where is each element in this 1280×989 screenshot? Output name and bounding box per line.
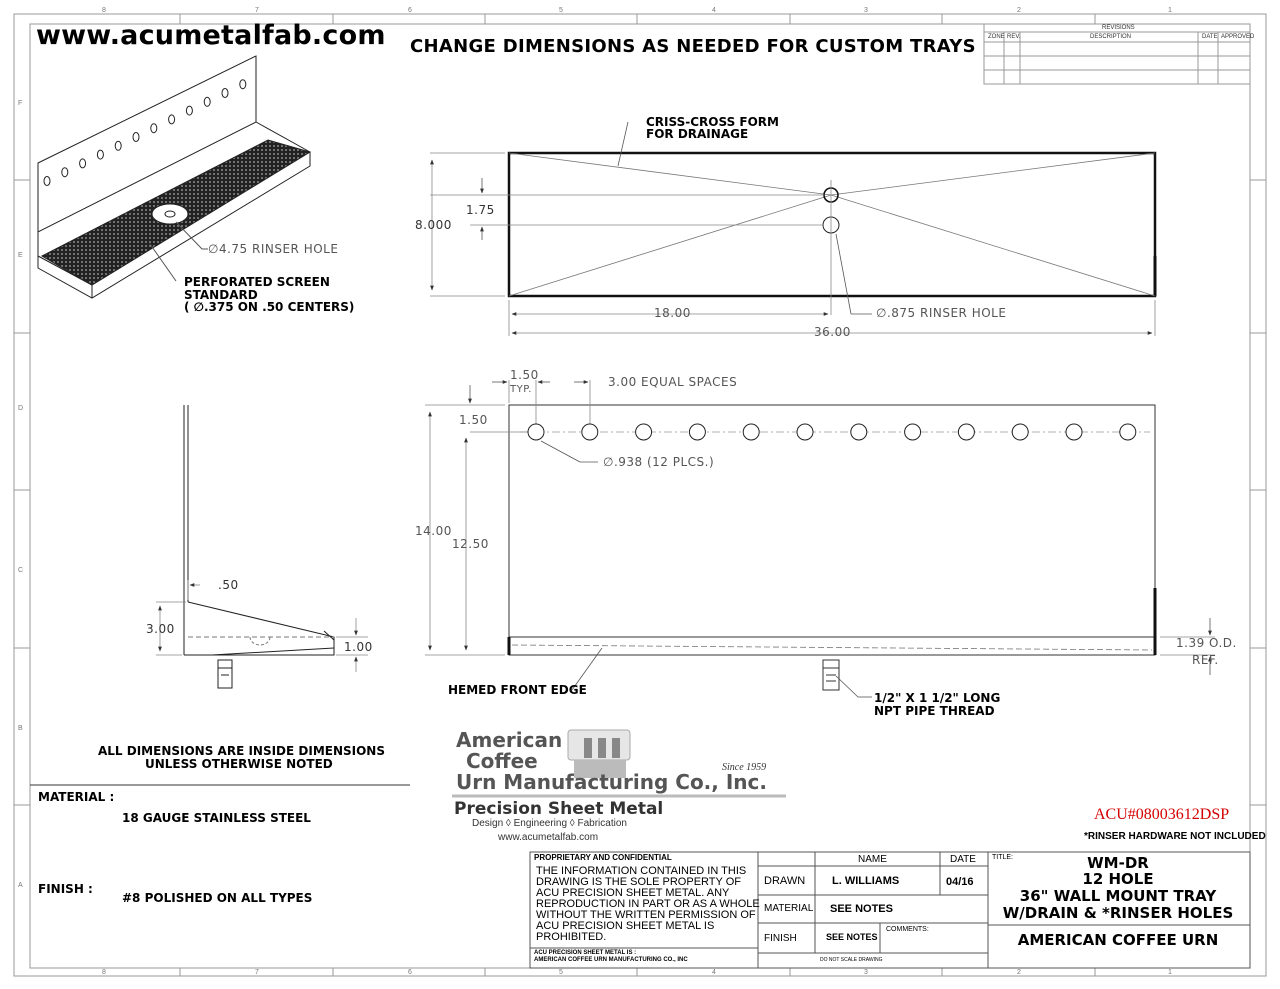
front-faucet-hole	[797, 424, 813, 440]
prop-footer-2: AMERICAN COFFEE URN MANUFACTURING CO., INC	[534, 957, 688, 963]
dim-hole-spacing: 3.00 EQUAL SPACES	[608, 375, 738, 389]
iso-faucet-hole	[240, 80, 246, 89]
iso-faucet-hole	[133, 133, 139, 142]
website-url[interactable]: www.acumetalfab.com	[36, 20, 386, 51]
zone-row-b: B	[18, 725, 23, 732]
zone-col-8: 8	[102, 7, 106, 14]
part-number: ACU#08003612DSP	[1094, 806, 1230, 823]
front-holes-label: ∅.938 (12 PLCS.)	[603, 455, 715, 469]
logo-coffee: Coffee	[466, 749, 538, 773]
zone-col-3: 3	[864, 7, 868, 14]
front-faucet-hole	[528, 424, 544, 440]
dim-edge-offset: 1.50	[510, 368, 539, 382]
front-faucet-hole	[636, 424, 652, 440]
dim-side-height: 3.00	[146, 622, 175, 636]
pipe-thread-label-2: NPT PIPE THREAD	[874, 704, 995, 718]
front-faucet-hole	[1120, 424, 1136, 440]
dim-od: 1.39 O.D.	[1176, 636, 1237, 650]
dim-tray-depth: 8.000	[415, 218, 452, 232]
zone-ticks	[14, 14, 1266, 976]
revisions-table	[984, 24, 1250, 84]
dim-side-thickness: .50	[218, 578, 239, 592]
front-faucet-hole	[1066, 424, 1082, 440]
top-rinser-hole-label: ∅.875 RINSER HOLE	[876, 306, 1007, 320]
rev-col-zone: ZONE	[988, 34, 1005, 40]
tb-comments-label: COMMENTS:	[886, 926, 929, 933]
iso-faucet-hole	[204, 97, 210, 106]
iso-faucet-hole	[115, 141, 121, 150]
tb-title-model: WM-DR	[1087, 854, 1149, 872]
tb-title-description: 36" WALL MOUNT TRAY	[1019, 887, 1217, 905]
sheet-border	[14, 14, 1266, 976]
isometric-view	[38, 56, 310, 298]
logo-services: Design ◊ Engineering ◊ Fabrication	[472, 818, 627, 829]
front-faucet-hole	[582, 424, 598, 440]
tb-scale-note: DO NOT SCALE DRAWING	[820, 957, 883, 963]
logo-since: Since 1959	[722, 762, 767, 773]
hem-front-edge-label: HEMED FRONT EDGE	[448, 683, 587, 697]
tb-drawn-date: 04/16	[946, 876, 974, 888]
zone-col-6-bottom: 6	[408, 969, 412, 976]
pipe-thread-label-1: 1/2" X 1 1/2" LONG	[874, 691, 1001, 705]
drawing-headline: CHANGE DIMENSIONS AS NEEDED FOR CUSTOM TRAYS	[410, 36, 976, 57]
finish-label: FINISH :	[38, 882, 93, 896]
dim-ref: REF.	[1192, 653, 1219, 667]
dim-tray-length: 36.00	[814, 325, 851, 339]
tb-material-value: SEE NOTES	[830, 903, 893, 915]
notes-line-2: UNLESS OTHERWISE NOTED	[145, 757, 333, 771]
zone-row-a: A	[18, 882, 23, 889]
zone-row-e: E	[18, 252, 23, 259]
tb-drawn-label: DRAWN	[764, 875, 806, 887]
dim-rinser-offset: 1.75	[466, 203, 495, 217]
zone-col-5-bottom: 5	[559, 969, 563, 976]
front-faucet-hole	[851, 424, 867, 440]
front-faucet-hole	[905, 424, 921, 440]
finish-value: #8 POLISHED ON ALL TYPES	[122, 891, 313, 905]
tb-company: AMERICAN COFFEE URN	[1017, 931, 1219, 949]
iso-faucet-hole	[222, 89, 228, 98]
iso-faucet-hole	[44, 177, 50, 186]
dim-side-lip: 1.00	[344, 640, 373, 654]
zone-col-2: 2	[1017, 7, 1021, 14]
criss-cross-label-2: FOR DRAINAGE	[646, 127, 749, 141]
zone-col-1: 1	[1168, 7, 1172, 14]
prop-text: THE INFORMATION CONTAINED IN THIS DRAWING IS THE SOLE PROPERTY OF ACU PRECISION SHEET METAL. ANY REPRODUCTION IN PART OR AS A WHOLE WITHOUT THE WRITTEN PERMISSION OF ACU PRECISION SHEET METAL IS PROHIBITED.	[536, 865, 760, 943]
side-view	[156, 405, 368, 688]
iso-faucet-hole	[80, 159, 86, 168]
logo-tagline: Precision Sheet Metal	[454, 799, 664, 819]
criss-cross-label-1: CRISS-CROSS FORM	[646, 115, 779, 129]
zone-col-2-bottom: 2	[1017, 969, 1021, 976]
front-faucet-hole	[689, 424, 705, 440]
tb-finish-label: FINISH	[764, 933, 797, 944]
iso-faucet-hole	[62, 168, 68, 177]
notes-line-1: ALL DIMENSIONS ARE INSIDE DIMENSIONS	[98, 744, 385, 758]
zone-col-4: 4	[712, 7, 716, 14]
zone-col-4-bottom: 4	[712, 969, 716, 976]
zone-row-d: D	[18, 405, 24, 412]
tb-finish-value: SEE NOTES	[826, 932, 878, 942]
iso-faucet-hole	[169, 115, 175, 124]
front-faucet-hole	[958, 424, 974, 440]
material-value: 18 GAUGE STAINLESS STEEL	[122, 811, 311, 825]
front-view	[425, 380, 1215, 697]
tb-title-holes: 12 HOLE	[1082, 870, 1154, 888]
iso-screen-label-2: STANDARD	[184, 288, 258, 302]
tb-drawn-name: L. WILLIAMS	[832, 875, 900, 887]
revisions-title: REVISIONS	[1102, 25, 1135, 31]
iso-faucet-hole	[97, 150, 103, 159]
iso-screen-label-3: ( ∅.375 ON .50 CENTERS)	[184, 300, 355, 314]
dim-edge-typ: TYP.	[510, 384, 532, 395]
tb-name-header: NAME	[858, 854, 887, 865]
dim-half-length: 18.00	[654, 306, 691, 320]
prop-footer-1: ACU PRECISION SHEET METAL IS :	[534, 950, 637, 956]
logo-urn-manufacturing: Urn Manufacturing Co., Inc.	[456, 770, 767, 794]
rinser-hardware-note: *RINSER HARDWARE NOT INCLUDED	[1084, 831, 1266, 842]
tb-material-label: MATERIAL	[764, 903, 814, 914]
rev-col-rev: REV.	[1007, 34, 1021, 40]
material-label: MATERIAL :	[38, 790, 115, 804]
logo-url[interactable]: www.acumetalfab.com	[498, 832, 599, 843]
rev-col-approved: APPROVED	[1221, 34, 1255, 40]
tb-date-header: DATE	[950, 854, 976, 865]
rev-col-description: DESCRIPTION	[1090, 34, 1132, 40]
zone-col-6: 6	[408, 7, 412, 14]
zone-col-5: 5	[559, 7, 563, 14]
prop-title: PROPRIETARY AND CONFIDENTIAL	[534, 853, 672, 862]
dim-backsplash-height: 14.00	[415, 524, 452, 538]
zone-col-7: 7	[255, 7, 259, 14]
dim-inner-height: 12.50	[452, 537, 489, 551]
dim-hole-top-offset: 1.50	[459, 413, 488, 427]
iso-faucet-hole	[186, 106, 192, 115]
iso-rinser-hole-label: ∅4.75 RINSER HOLE	[208, 242, 339, 256]
front-faucet-hole	[743, 424, 759, 440]
zone-col-7-bottom: 7	[255, 969, 259, 976]
zone-row-f: F	[18, 100, 23, 107]
logo-american: American	[456, 728, 563, 752]
zone-row-c: C	[18, 567, 24, 574]
zone-col-1-bottom: 1	[1168, 969, 1172, 976]
tb-title-label: TITLE:	[992, 854, 1014, 861]
rev-col-date: DATE	[1202, 34, 1218, 40]
top-view	[430, 122, 1155, 336]
zone-col-3-bottom: 3	[864, 969, 868, 976]
iso-faucet-hole	[151, 124, 157, 133]
tb-title-features: W/DRAIN & *RINSER HOLES	[1002, 904, 1234, 922]
iso-screen-label-1: PERFORATED SCREEN	[184, 275, 330, 289]
zone-col-8-bottom: 8	[102, 969, 106, 976]
front-faucet-hole	[1012, 424, 1028, 440]
